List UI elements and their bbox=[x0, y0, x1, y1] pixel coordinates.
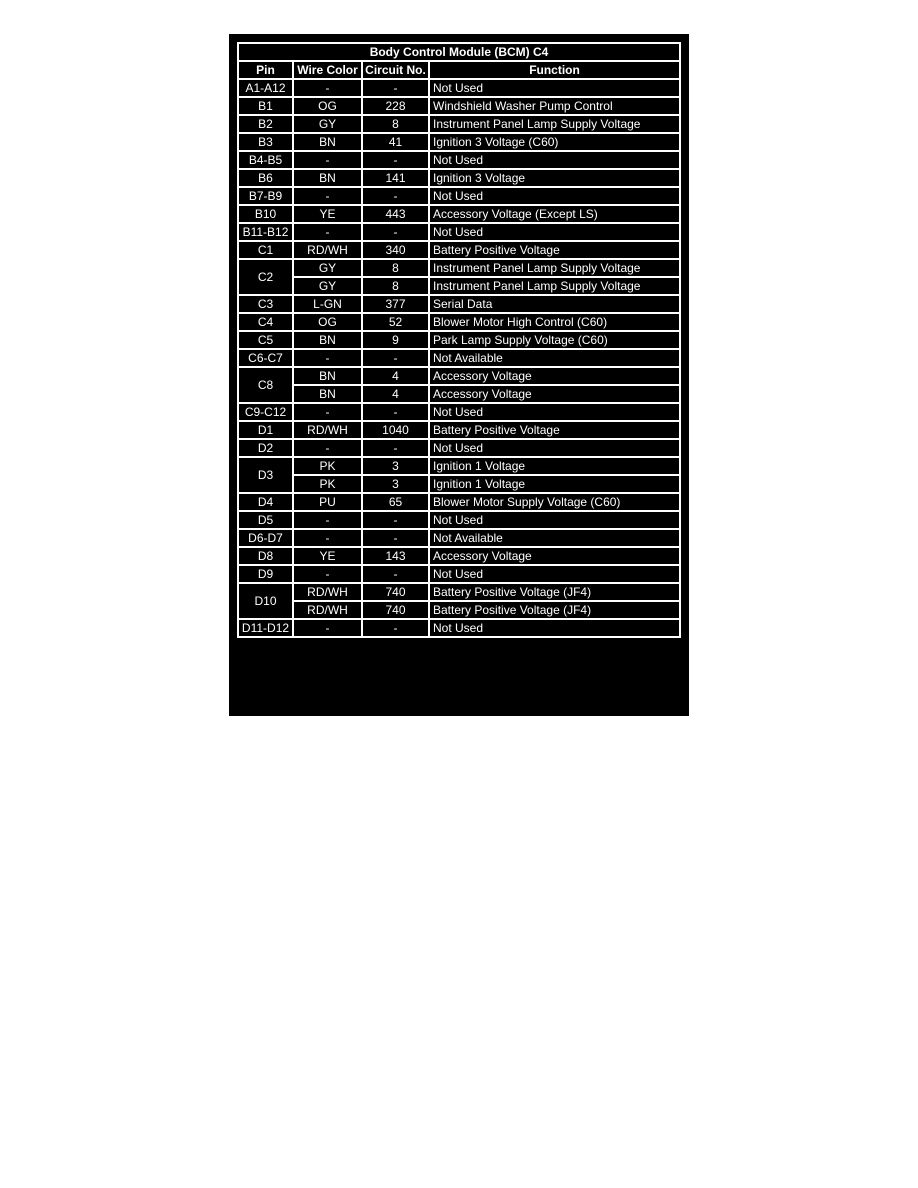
circuit-cell: 8 bbox=[362, 277, 429, 295]
table-row bbox=[238, 187, 680, 205]
circuit-cell: 377 bbox=[362, 295, 429, 313]
wire-color-cell: YE bbox=[293, 547, 362, 565]
function-cell: Windshield Washer Pump Control bbox=[429, 97, 680, 115]
function-cell: Battery Positive Voltage (JF4) bbox=[429, 583, 680, 601]
wire-color-cell: RD/WH bbox=[293, 421, 362, 439]
function-cell: Blower Motor Supply Voltage (C60) bbox=[429, 493, 680, 511]
pin-cell: D5 bbox=[238, 511, 293, 529]
table-row bbox=[238, 529, 680, 547]
table-row bbox=[238, 97, 680, 115]
pin-cell: D4 bbox=[238, 493, 293, 511]
wire-color-cell: BN bbox=[293, 331, 362, 349]
wire-color-cell: - bbox=[293, 187, 362, 205]
pin-cell: C9-C12 bbox=[238, 403, 293, 421]
connector-table-panel bbox=[229, 34, 689, 716]
wire-color-cell: - bbox=[293, 511, 362, 529]
pin-cell: B1 bbox=[238, 97, 293, 115]
table-row bbox=[238, 565, 680, 583]
table-row bbox=[238, 205, 680, 223]
function-cell: Accessory Voltage (Except LS) bbox=[429, 205, 680, 223]
circuit-cell: 4 bbox=[362, 385, 429, 403]
circuit-cell: - bbox=[362, 439, 429, 457]
function-cell: Instrument Panel Lamp Supply Voltage bbox=[429, 259, 680, 277]
wire-color-cell: - bbox=[293, 79, 362, 97]
function-cell: Not Available bbox=[429, 529, 680, 547]
table-row bbox=[238, 259, 680, 277]
circuit-cell: 8 bbox=[362, 259, 429, 277]
function-cell: Not Used bbox=[429, 619, 680, 637]
function-cell: Not Used bbox=[429, 79, 680, 97]
pin-cell: C5 bbox=[238, 331, 293, 349]
table-row bbox=[238, 421, 680, 439]
function-cell: Accessory Voltage bbox=[429, 547, 680, 565]
table-row bbox=[238, 169, 680, 187]
table-title-row bbox=[238, 43, 680, 61]
wire-color-cell: - bbox=[293, 529, 362, 547]
function-cell: Accessory Voltage bbox=[429, 367, 680, 385]
table-row bbox=[238, 349, 680, 367]
circuit-cell: 52 bbox=[362, 313, 429, 331]
table-row bbox=[238, 79, 680, 97]
circuit-cell: - bbox=[362, 565, 429, 583]
wire-color-cell: - bbox=[293, 619, 362, 637]
pin-cell: C2 bbox=[238, 259, 293, 295]
function-cell: Instrument Panel Lamp Supply Voltage bbox=[429, 115, 680, 133]
wire-color-cell: OG bbox=[293, 313, 362, 331]
table-row bbox=[238, 295, 680, 313]
circuit-cell: 228 bbox=[362, 97, 429, 115]
table-row bbox=[238, 403, 680, 421]
table-row bbox=[238, 475, 680, 493]
circuit-cell: 41 bbox=[362, 133, 429, 151]
function-cell: Not Used bbox=[429, 403, 680, 421]
wire-color-cell: OG bbox=[293, 97, 362, 115]
table-row bbox=[238, 133, 680, 151]
pin-cell: B4-B5 bbox=[238, 151, 293, 169]
circuit-cell: 4 bbox=[362, 367, 429, 385]
function-cell: Not Available bbox=[429, 349, 680, 367]
circuit-cell: - bbox=[362, 187, 429, 205]
circuit-cell: 3 bbox=[362, 457, 429, 475]
wire-color-cell: GY bbox=[293, 277, 362, 295]
pin-cell: D11-D12 bbox=[238, 619, 293, 637]
table-body bbox=[238, 79, 680, 637]
pin-cell: B2 bbox=[238, 115, 293, 133]
table-row bbox=[238, 331, 680, 349]
function-cell: Not Used bbox=[429, 439, 680, 457]
pin-cell: B11-B12 bbox=[238, 223, 293, 241]
wire-color-cell: RD/WH bbox=[293, 241, 362, 259]
wire-color-cell: RD/WH bbox=[293, 601, 362, 619]
circuit-cell: - bbox=[362, 529, 429, 547]
function-cell: Not Used bbox=[429, 187, 680, 205]
table-row bbox=[238, 151, 680, 169]
table-row bbox=[238, 115, 680, 133]
wire-color-cell: GY bbox=[293, 259, 362, 277]
pin-cell: C4 bbox=[238, 313, 293, 331]
function-cell: Not Used bbox=[429, 565, 680, 583]
wire-color-cell: BN bbox=[293, 385, 362, 403]
function-cell: Accessory Voltage bbox=[429, 385, 680, 403]
column-header-pin: Pin bbox=[238, 61, 293, 79]
circuit-cell: - bbox=[362, 619, 429, 637]
wire-color-cell: BN bbox=[293, 133, 362, 151]
circuit-cell: - bbox=[362, 403, 429, 421]
table-row bbox=[238, 241, 680, 259]
function-cell: Not Used bbox=[429, 223, 680, 241]
wire-color-cell: - bbox=[293, 223, 362, 241]
table-row bbox=[238, 277, 680, 295]
circuit-cell: 143 bbox=[362, 547, 429, 565]
circuit-cell: - bbox=[362, 79, 429, 97]
circuit-cell: 141 bbox=[362, 169, 429, 187]
wire-color-cell: - bbox=[293, 439, 362, 457]
wire-color-cell: PU bbox=[293, 493, 362, 511]
function-cell: Battery Positive Voltage (JF4) bbox=[429, 601, 680, 619]
pin-cell: D1 bbox=[238, 421, 293, 439]
pin-cell: C8 bbox=[238, 367, 293, 403]
table-title: Body Control Module (BCM) C4 bbox=[238, 43, 680, 61]
function-cell: Ignition 1 Voltage bbox=[429, 457, 680, 475]
circuit-cell: 740 bbox=[362, 583, 429, 601]
function-cell: Blower Motor High Control (C60) bbox=[429, 313, 680, 331]
pin-cell: D3 bbox=[238, 457, 293, 493]
wire-color-cell: RD/WH bbox=[293, 583, 362, 601]
pin-cell: B3 bbox=[238, 133, 293, 151]
table-row bbox=[238, 547, 680, 565]
table-row bbox=[238, 223, 680, 241]
circuit-cell: - bbox=[362, 511, 429, 529]
table-row bbox=[238, 313, 680, 331]
connector-pinout-table bbox=[237, 42, 681, 638]
pin-cell: D10 bbox=[238, 583, 293, 619]
column-header-circuit: Circuit No. bbox=[362, 61, 429, 79]
pin-cell: C6-C7 bbox=[238, 349, 293, 367]
wire-color-cell: - bbox=[293, 151, 362, 169]
column-header-wire-color: Wire Color bbox=[293, 61, 362, 79]
table-row bbox=[238, 385, 680, 403]
table-header-row bbox=[238, 61, 680, 79]
wire-color-cell: - bbox=[293, 565, 362, 583]
wire-color-cell: YE bbox=[293, 205, 362, 223]
wire-color-cell: GY bbox=[293, 115, 362, 133]
column-header-function: Function bbox=[429, 61, 680, 79]
table-row bbox=[238, 619, 680, 637]
pin-cell: A1-A12 bbox=[238, 79, 293, 97]
circuit-cell: - bbox=[362, 151, 429, 169]
table-row bbox=[238, 583, 680, 601]
pin-cell: B10 bbox=[238, 205, 293, 223]
function-cell: Ignition 3 Voltage (C60) bbox=[429, 133, 680, 151]
function-cell: Instrument Panel Lamp Supply Voltage bbox=[429, 277, 680, 295]
wire-color-cell: PK bbox=[293, 475, 362, 493]
pin-cell: D2 bbox=[238, 439, 293, 457]
circuit-cell: 8 bbox=[362, 115, 429, 133]
table-row bbox=[238, 493, 680, 511]
function-cell: Not Used bbox=[429, 151, 680, 169]
wire-color-cell: BN bbox=[293, 169, 362, 187]
table-row bbox=[238, 367, 680, 385]
pin-cell: D6-D7 bbox=[238, 529, 293, 547]
function-cell: Serial Data bbox=[429, 295, 680, 313]
circuit-cell: - bbox=[362, 223, 429, 241]
function-cell: Not Used bbox=[429, 511, 680, 529]
table-row bbox=[238, 439, 680, 457]
function-cell: Park Lamp Supply Voltage (C60) bbox=[429, 331, 680, 349]
circuit-cell: 3 bbox=[362, 475, 429, 493]
circuit-cell: 740 bbox=[362, 601, 429, 619]
circuit-cell: 443 bbox=[362, 205, 429, 223]
circuit-cell: 1040 bbox=[362, 421, 429, 439]
function-cell: Ignition 3 Voltage bbox=[429, 169, 680, 187]
pin-cell: B6 bbox=[238, 169, 293, 187]
function-cell: Battery Positive Voltage bbox=[429, 241, 680, 259]
circuit-cell: 65 bbox=[362, 493, 429, 511]
function-cell: Battery Positive Voltage bbox=[429, 421, 680, 439]
circuit-cell: 9 bbox=[362, 331, 429, 349]
function-cell: Ignition 1 Voltage bbox=[429, 475, 680, 493]
table-row bbox=[238, 601, 680, 619]
pin-cell: D9 bbox=[238, 565, 293, 583]
pin-cell: B7-B9 bbox=[238, 187, 293, 205]
pin-cell: C1 bbox=[238, 241, 293, 259]
wire-color-cell: - bbox=[293, 403, 362, 421]
pin-cell: D8 bbox=[238, 547, 293, 565]
table-row bbox=[238, 457, 680, 475]
wire-color-cell: L-GN bbox=[293, 295, 362, 313]
table-row bbox=[238, 511, 680, 529]
wire-color-cell: PK bbox=[293, 457, 362, 475]
circuit-cell: 340 bbox=[362, 241, 429, 259]
circuit-cell: - bbox=[362, 349, 429, 367]
pin-cell: C3 bbox=[238, 295, 293, 313]
wire-color-cell: - bbox=[293, 349, 362, 367]
wire-color-cell: BN bbox=[293, 367, 362, 385]
